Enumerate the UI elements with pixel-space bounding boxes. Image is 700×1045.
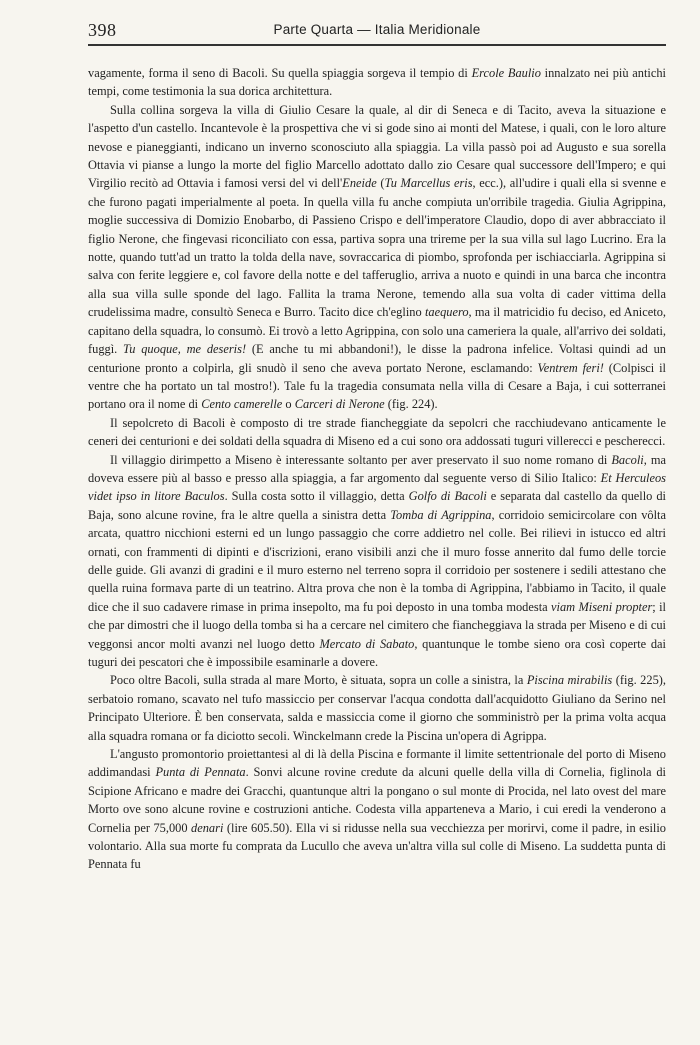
- italic-text: Eneide: [342, 176, 377, 191]
- italic-text: taequero: [424, 305, 469, 320]
- italic-text: Tu Marcellus eris: [384, 176, 473, 191]
- text-run: (fig. 224).: [384, 397, 438, 412]
- text-run: , ma doveva essere più al basso e presso alla spiaggia, a far argomento dal seguente verso di Silio Italico:: [88, 452, 666, 485]
- italic-text: Punta di Pennata: [155, 765, 246, 780]
- italic-text: Ventrem feri!: [537, 360, 604, 375]
- italic-text: Et Herculeos videt ipso in litore Baculos: [88, 470, 666, 504]
- text-run: , ecc.), all'udire i quali ella si svenne e che furono pagati imperialmente al poeta. In quella villa fu anche compiuta un'orribile tragedia. Giulia Agrippina, moglie successiva di Domizio Enobarbo, di Passieno Crispo e dell'imperatore Claudio, dopo di aver abbracciato il figlio Nerone, che fingevasi riconciliato con essa, partiva sopra una trireme per la sua villa sul lago Lucrino. Era la notte, quando tutt'ad un tratto la tolda della nave, sovraccarica di piombo, sprofonda per ischiacciarla. Agrippina si salva con ferite leggiere e, col favore della notte e del tafferuglio, arriva a nuoto e quindi in una barca che incontra alla sua villa sulle sponde del lago. Fallita la trama Nerone, temendo alla sua volta di cader vittima della crudelissima madre, consultò Seneca e Burro. Tacito dice ch'eglino: [88, 176, 666, 320]
- italic-text: viam Miseni propter: [551, 599, 653, 614]
- text-run: (fig. 225), serbatoio romano, scavato nel tufo massiccio per conservar l'acqua condotta dall'acquidotto Giuliano da Serino nel Principato Ulteriore. È ben conservata, salda e massiccia come il giorno che somministrò per la prima volta acqua alla squadra romana or fa diciotto secoli. Winckelmann crede la Piscina un'opera di Agrippa.: [88, 673, 666, 743]
- italic-text: Piscina mirabilis: [526, 673, 613, 688]
- italic-text: Bacoli: [611, 452, 644, 467]
- paragraph: [88, 745, 666, 874]
- running-head: Parte Quarta — Italia Meridionale: [273, 22, 481, 37]
- paragraph: [88, 101, 666, 414]
- paragraph: [88, 451, 666, 672]
- text-run: (Colpisci il ventre che ha portato un tal mostro!). Tale fu la tragedia consumata nella villa di Cesare a Baja, i cui sotterranei portano ora il nome di: [88, 360, 666, 412]
- body-text: [88, 64, 666, 874]
- paragraph: [88, 671, 666, 745]
- text-run: (: [376, 176, 385, 191]
- text-run: innalzato nei più antichi tempi, come testimonia la sua dorica architettura.: [88, 66, 666, 99]
- header-rule: [88, 44, 666, 46]
- text-run: , ma il matricidio fu deciso, ed Aniceto, capitano della squadra, lo consumò. Ei trovò a letto Agrippina, con solo una cameriera la quale, all'arrivo dei soldati, fuggì.: [88, 305, 666, 357]
- text-run: Il villaggio dirimpetto a Miseno è interessante soltanto per aver preservato il suo nome romano di: [110, 452, 612, 467]
- italic-text: Carceri di Nerone: [294, 397, 385, 412]
- text-run: Sulla collina sorgeva la villa di Giulio Cesare la quale, al dir di Seneca e di Tacito, aveva la situazione e l'aspetto d'un castello. Incantevole è la prospettiva che vi si gode sino ai monti del Matese, i quali, con le loro alture nevose e pianeggianti, indicano un inverno sconosciuto alla spiaggia. La villa passò poi ad Augusto e sua sorella Ottavia vi pianse a lungo la morte del figlio Marcello adottato dallo zio Cesare qual successore dell'Impero; e qui Virgilio recitò ad Ottavia i famosi versi del vi dell': [88, 102, 666, 191]
- text-run: , corridoio semicircolare con vôlta arcata, quattro nicchioni esterni ed un lungo passaggio che corre addietro nel colle. Bei rilievi in istucco ed altri ornati, con frammenti di dipinti e d'iscrizioni, erano visibili anzi che il muro fosse annerito dal fumo delle torcie delle guide. Gli avanzi di gradini e il muro esterno nel terreno sopra il corridoio per sostenere i sedili attestano che quella ruina formava parte di un teatrino. Altra prova che non è la tomba di Agrippina, l'abbiamo in Tacito, il quale dice che il suo cadavere rimase in prima insepolto, ma fu poi deposto in una tomba modesta: [88, 507, 666, 614]
- italic-text: Ercole Baulio: [471, 66, 541, 80]
- text-run: (lire 605.50). Ella vi si ridusse nella sua vecchiezza per morirvi, come il padre, in esilio volontario. Alla sua morte fu comprata da Lucullo che aveva un'altra villa sul colle di Miseno. La suddetta punta di Pennata fu: [88, 820, 667, 872]
- text-run: . Sulla costa sotto il villaggio, detta: [224, 489, 409, 504]
- text-run: Poco oltre Bacoli, sulla strada al mare Morto, è situata, sopra un colle a sinistra, la: [110, 673, 527, 688]
- italic-text: Cento camerelle: [201, 397, 283, 412]
- text-run: Il sepolcreto di Bacoli è composto di tre strade fiancheggiate da sepolcri che racchiudevano anticamente le ceneri dei centurioni e dei soldati della squadra di Miseno ed a cui sono ora addossati tuguri villerecci e pescherecci.: [88, 415, 666, 449]
- text-run: ; il che par dimostri che il luogo della tomba si ha a cercare nel cimitero che fiancheggiava la strada per Miseno e di cui veggonsi ancor molti avanzi nel luogo detto: [88, 599, 666, 651]
- text-run: L'angusto promontorio proiettantesi al di là della Piscina e formante il limite settentrionale del porto di Miseno addimandasi: [88, 747, 666, 780]
- paragraph: [88, 64, 666, 101]
- text-run: o: [282, 397, 295, 412]
- text-run: vagamente, forma il seno di Bacoli. Su quella spiaggia sorgeva il tempio di: [88, 66, 472, 80]
- page-number: 398: [88, 20, 117, 40]
- italic-text: Golfo di Bacoli: [408, 489, 487, 504]
- italic-text: Tu quoque, me deseris!: [123, 342, 247, 357]
- page-header: [88, 16, 666, 46]
- text-run: , quantunque le tombe sieno ora così coperte dai tuguri dei pescatori che è impossibile esaminarle a dovere.: [88, 636, 666, 669]
- italic-text: Tomba di Agrippina: [390, 507, 492, 522]
- italic-text: denari: [191, 820, 224, 835]
- italic-text: Mercato di Sabato: [319, 636, 415, 651]
- paragraph: [88, 414, 666, 451]
- text-run: e separata dal castello da quello di Baja, sono alcune rovine, fra le altre quella a sinistra detta: [88, 489, 666, 522]
- text-run: (E anche tu mi abbandoni!), le disse la padrona infelice. Voltasi quindi ad un centurione pronto a colpirla, gli snudò il seno che aveva portato Nerone, esclamando:: [88, 342, 666, 375]
- text-run: . Sonvi alcune rovine credute da alcuni quelle della villa di Cornelia, figlinola di Scipione Africano e madre dei Gracchi, quantunque altri la pongano o sul monte di Procida, nel lato ovest del mare Morto ove sono alcune rovine e costruzioni antiche. Codesta villa apparteneva a Mario, i cui eredi la venderono a Cornelia per 75,000: [88, 765, 666, 835]
